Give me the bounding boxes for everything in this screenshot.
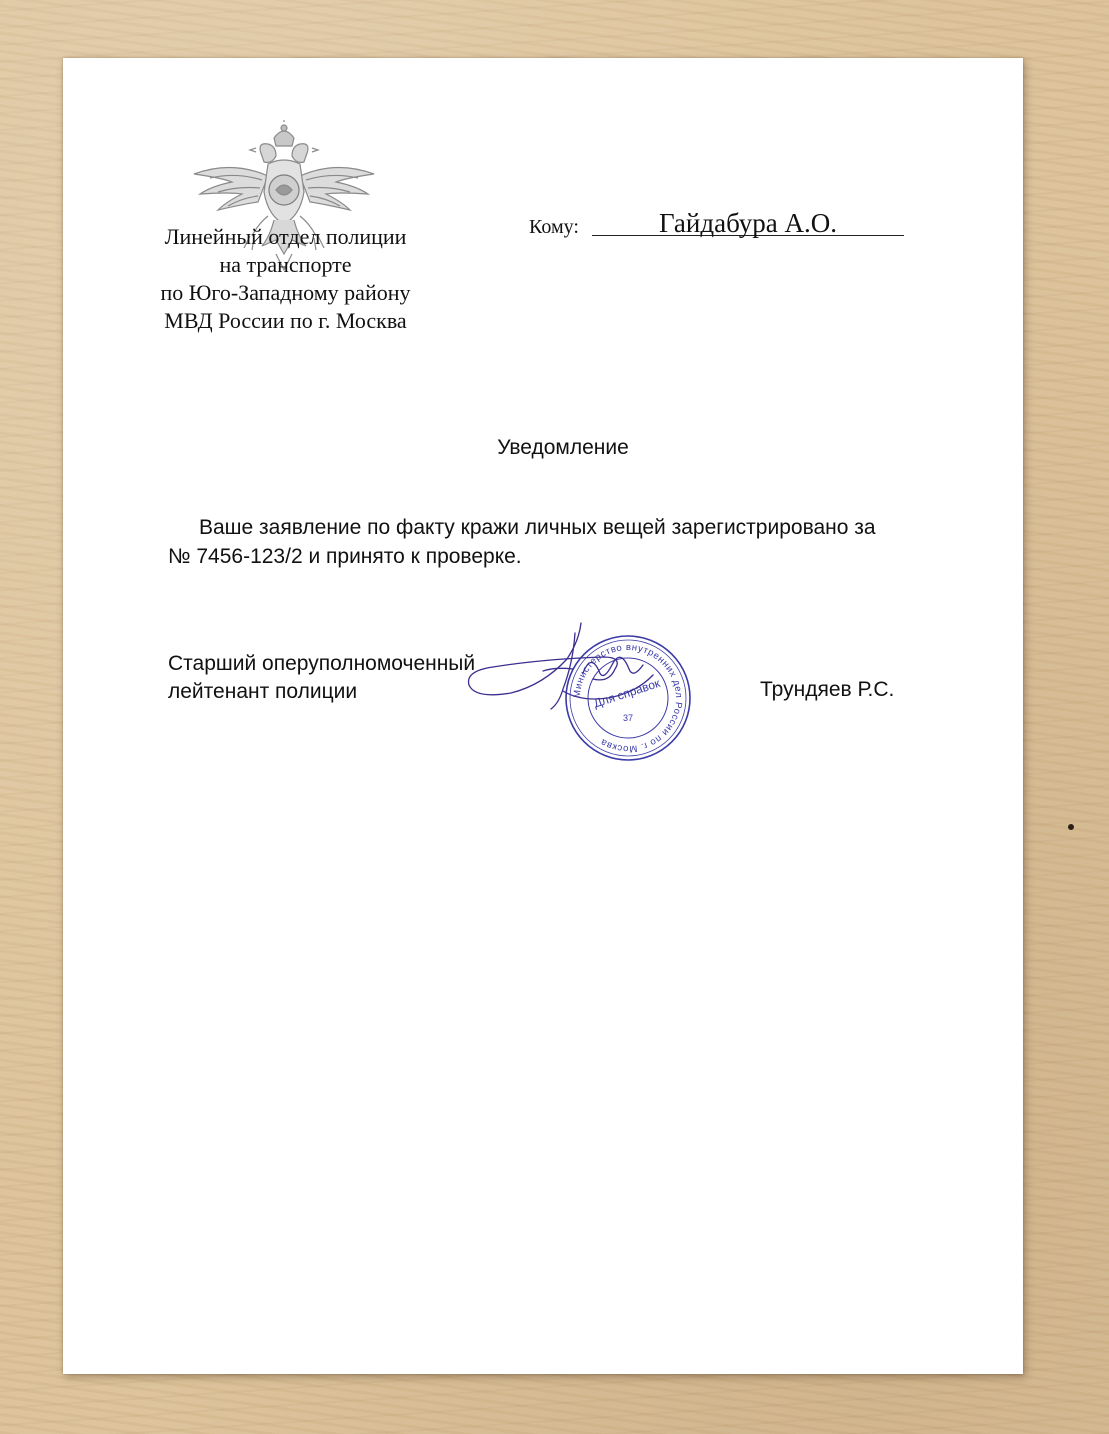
organization-header bbox=[123, 223, 448, 335]
position-line: Старший оперуполномоченный bbox=[168, 652, 476, 675]
handwritten-signature bbox=[463, 613, 663, 723]
document-body bbox=[168, 513, 888, 571]
wood-background-knot bbox=[1068, 824, 1074, 830]
org-line: по Юго-Западному району bbox=[160, 280, 411, 305]
stamp-number: 37 bbox=[622, 713, 634, 723]
signer-name: Трундяев Р.С. bbox=[760, 678, 895, 701]
recipient-name: Гайдабура А.О. bbox=[658, 208, 838, 238]
org-line: Линейный отдел полиции bbox=[164, 224, 407, 249]
org-line: МВД России по г. Москва bbox=[164, 308, 407, 333]
body-line: № 7456-123/2 и принято к проверке. bbox=[168, 545, 522, 568]
document-title bbox=[63, 436, 1063, 460]
body-line: Ваше заявление по факту кражи личных вещей зарегистрировано за bbox=[199, 516, 876, 539]
stamp-ring-text: Министерство внутренних дел России по г. Москва bbox=[571, 641, 685, 755]
org-line: на транспорте bbox=[219, 252, 352, 277]
recipient-block bbox=[529, 208, 909, 248]
document-title-text: Уведомление bbox=[497, 436, 629, 459]
signer-position bbox=[168, 650, 508, 706]
stamp-center-text: Для справок bbox=[591, 675, 662, 711]
document-page bbox=[63, 58, 1023, 1374]
recipient-label: Кому: bbox=[529, 216, 579, 238]
position-line: лейтенант полиции bbox=[168, 680, 358, 703]
